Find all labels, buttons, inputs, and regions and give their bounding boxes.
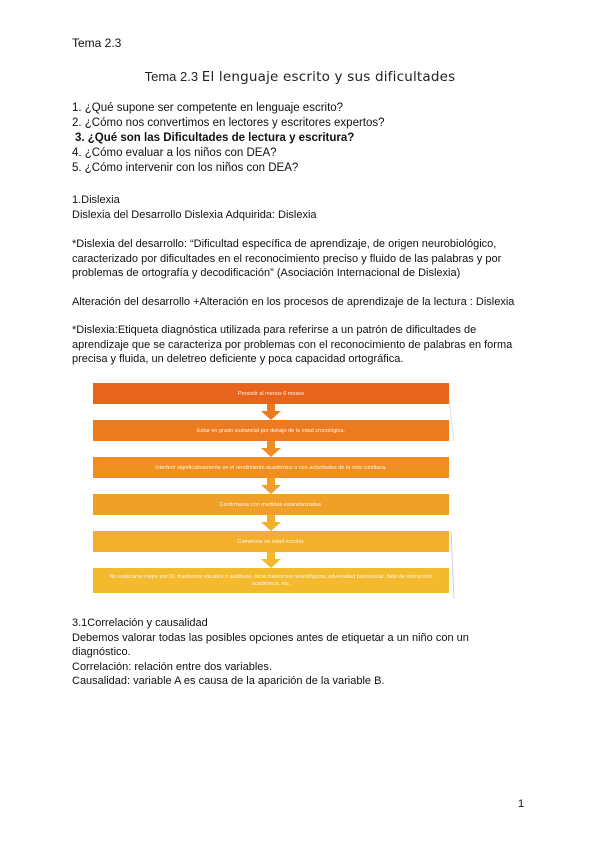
section-heading: 1.Dislexia bbox=[72, 194, 120, 206]
section-subtitle: Dislexia del Desarrollo Dislexia Adquirida: Dislexia bbox=[72, 208, 317, 221]
criteria-flow-diagram bbox=[93, 381, 455, 601]
toc-item-current: 3. ¿Qué son las Dificultades de lectura y escritura? bbox=[75, 132, 355, 144]
title-main: El lenguaje escrito y sus dificultades bbox=[201, 69, 456, 85]
definition-paragraph: *Dislexia del desarrollo: “Dificultad específica de aprendizaje, de origen neurobiológico, caracterizado por dificultades en el reconocimiento preciso y fluido de las palabras y por problemas de ortografía y decodificación” (Asociación Internacional de Dislexia) bbox=[72, 238, 502, 280]
section-line: Debemos valorar todas las posibles opciones antes de etiquetar a un niño con un diagnóstico. bbox=[72, 631, 469, 659]
arrow-down-icon bbox=[261, 515, 281, 531]
title-prefix: Tema 2.3 bbox=[144, 69, 199, 84]
diagram-step-1: Persistir al menos 6 meses bbox=[93, 383, 449, 404]
section-line: Causalidad: variable A es causa de la aparición de la variable B. bbox=[72, 675, 385, 688]
running-header: Tema 2.3 bbox=[72, 36, 122, 50]
arrow-down-icon bbox=[261, 441, 281, 457]
toc-item: 5. ¿Cómo intervenir con los niños con DEA? bbox=[72, 162, 299, 174]
diagram-step-3: Interferir significativamente en el rendimiento académico o con actividades de la vida cotidiana. bbox=[93, 457, 449, 478]
toc-item: 2. ¿Cómo nos convertimos en lectores y escritores expertos? bbox=[72, 117, 385, 129]
diagram-step-2: Estar en grado sustancial por debajo de la edad cronológica. bbox=[93, 420, 449, 441]
arrow-down-icon bbox=[261, 552, 281, 568]
toc-item: 4. ¿Cómo evaluar a los niños con DEA? bbox=[72, 147, 277, 159]
table-of-contents bbox=[72, 101, 385, 176]
diagram-step-6: No explicarse mejor por DI, trastornos visuales o auditivos, otros trastornos neurológicos, adversidad psicosocial, falta de instrucción académica, etc. bbox=[93, 568, 449, 593]
equation-paragraph: Alteración del desarrollo +Alteración en los procesos de aprendizaje de la lectura : Dislexia bbox=[72, 296, 515, 308]
section-dislexia bbox=[72, 193, 528, 222]
label-paragraph: *Dislexia:Etiqueta diagnóstica utilizada para referirse a un patrón de dificultades de aprendizaje que se caracteriza por problemas con el reconocimiento de palabras en forma precisa y fluida, un deletreo deficiente y poca capacidad ortográfica. bbox=[72, 324, 513, 366]
page-number: 1 bbox=[518, 798, 525, 810]
section-correlacion bbox=[72, 616, 528, 689]
section-line: Correlación: relación entre dos variables. bbox=[72, 660, 272, 673]
arrow-down-icon bbox=[261, 404, 281, 420]
diagram-step-5: Comenzar en edad escolar. bbox=[93, 531, 449, 552]
toc-item: 1. ¿Qué supone ser competente en lenguaje escrito? bbox=[72, 102, 344, 114]
diagram-step-4: Confirmarse con medidas estandarizadas. bbox=[93, 494, 449, 515]
section-heading: 3.1Correlación y causalidad bbox=[72, 617, 208, 629]
arrow-down-icon bbox=[261, 478, 281, 494]
page-title bbox=[0, 69, 600, 85]
